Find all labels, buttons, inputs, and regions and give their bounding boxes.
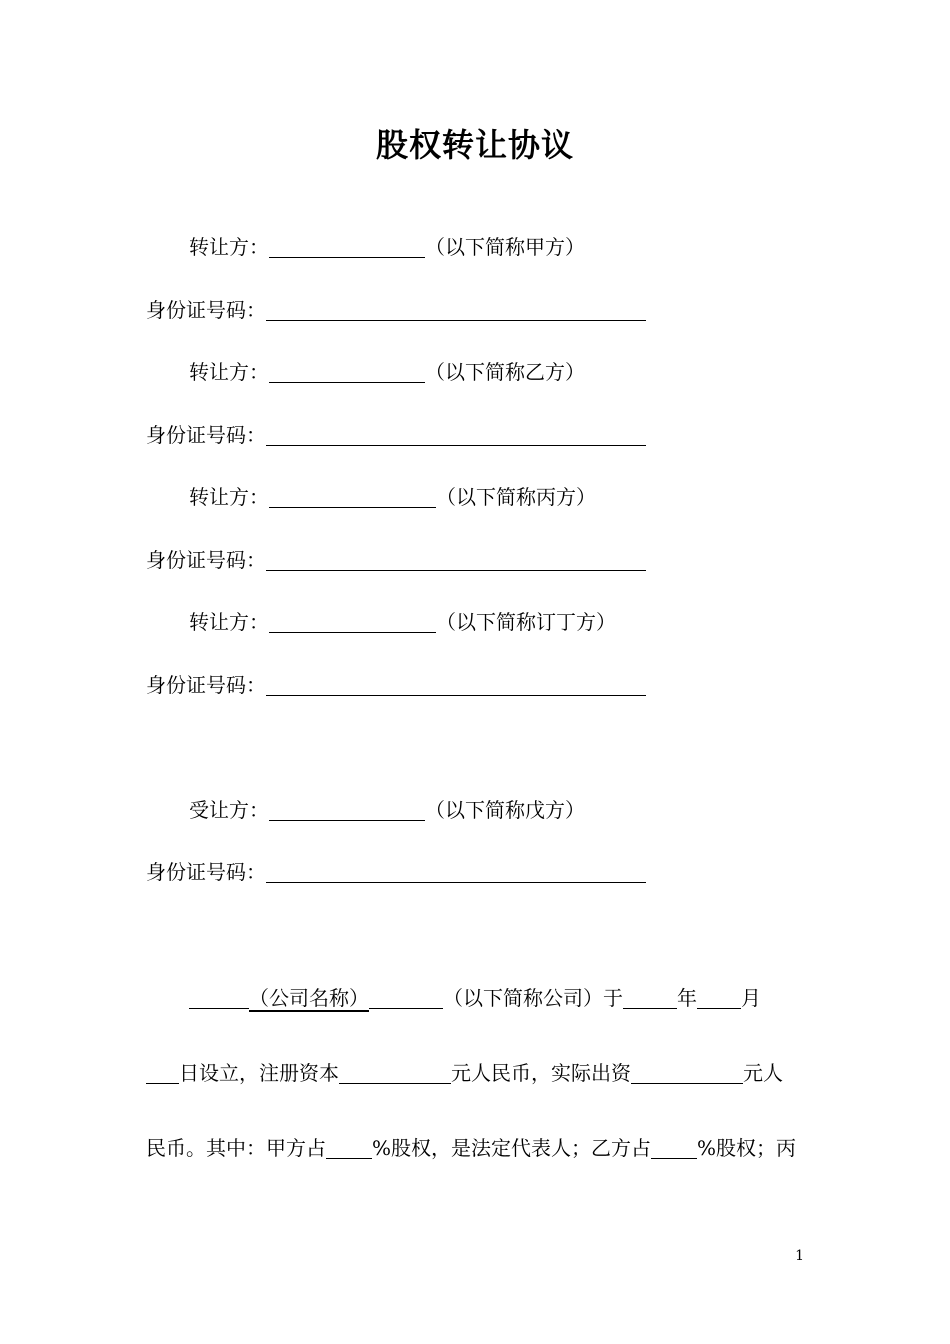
party-a-role-label: 转让方：	[189, 235, 269, 259]
body-line-2	[146, 1059, 783, 1087]
day-blank[interactable]	[146, 1063, 179, 1084]
party-a-alias: （以下简称甲方）	[425, 235, 585, 259]
party-a-id-line	[146, 296, 646, 324]
registered-capital-blank[interactable]	[339, 1063, 451, 1084]
year-label: 年	[677, 986, 697, 1010]
currency-unit-text: 元人	[743, 1061, 783, 1085]
party-d-name-blank[interactable]	[269, 612, 436, 633]
party-c-alias: （以下简称丙方）	[436, 485, 596, 509]
party-d-role-label: 转让方：	[189, 610, 269, 634]
party-c-name-blank[interactable]	[269, 487, 436, 508]
page-number-text: 1	[795, 1248, 804, 1264]
party-d-line	[189, 608, 616, 636]
party-b-name-blank[interactable]	[269, 362, 425, 383]
party-c-line	[189, 483, 596, 511]
party-b-id-label: 身份证号码：	[146, 423, 266, 447]
party-d-alias: （以下简称订丁方）	[436, 610, 616, 634]
party-a-share-text: %股权，是法定代表人；乙方占	[372, 1136, 652, 1160]
body-line-3	[146, 1134, 796, 1162]
party-c-id-label: 身份证号码：	[146, 548, 266, 572]
party-e-line	[189, 796, 585, 824]
registered-capital-text: 日设立，注册资本	[179, 1061, 339, 1085]
party-a-share-blank[interactable]	[326, 1138, 372, 1159]
party-b-id-line	[146, 421, 646, 449]
party-b-line	[189, 358, 585, 386]
company-name-placeholder[interactable]: （公司名称）	[249, 986, 369, 1010]
share-intro-text: 民币。其中：甲方占	[146, 1136, 326, 1160]
actual-capital-text: 元人民币，实际出资	[451, 1061, 631, 1085]
party-e-id-blank[interactable]	[266, 862, 646, 883]
party-c-id-blank[interactable]	[266, 550, 646, 571]
year-blank[interactable]	[623, 988, 677, 1009]
party-e-name-blank[interactable]	[269, 800, 425, 821]
party-d-id-line	[146, 671, 646, 699]
party-a-id-label: 身份证号码：	[146, 298, 266, 322]
party-e-role-label: 受让方：	[189, 798, 269, 822]
party-a-id-blank[interactable]	[266, 300, 646, 321]
party-e-alias: （以下简称戊方）	[425, 798, 585, 822]
company-blank-right[interactable]	[369, 988, 443, 1009]
month-label: 月	[741, 986, 761, 1010]
party-b-share-blank[interactable]	[651, 1138, 697, 1159]
company-blank-left[interactable]	[189, 988, 249, 1009]
party-e-id-line	[146, 858, 646, 886]
party-b-role-label: 转让方：	[189, 360, 269, 384]
company-alias-text: （以下简称公司）于	[443, 986, 623, 1010]
party-c-id-line	[146, 546, 646, 574]
party-a-name-blank[interactable]	[269, 237, 425, 258]
party-c-role-label: 转让方：	[189, 485, 269, 509]
party-b-id-blank[interactable]	[266, 425, 646, 446]
party-a-line	[189, 233, 585, 261]
party-b-share-text: %股权；丙	[697, 1136, 797, 1160]
month-blank[interactable]	[697, 988, 741, 1009]
party-b-alias: （以下简称乙方）	[425, 360, 585, 384]
page-number	[0, 1248, 950, 1264]
document-title: 股权转让协议	[375, 126, 574, 164]
body-line-1	[189, 984, 761, 1012]
party-e-id-label: 身份证号码：	[146, 860, 266, 884]
party-d-id-label: 身份证号码：	[146, 673, 266, 697]
party-d-id-blank[interactable]	[266, 675, 646, 696]
actual-capital-blank[interactable]	[631, 1063, 743, 1084]
